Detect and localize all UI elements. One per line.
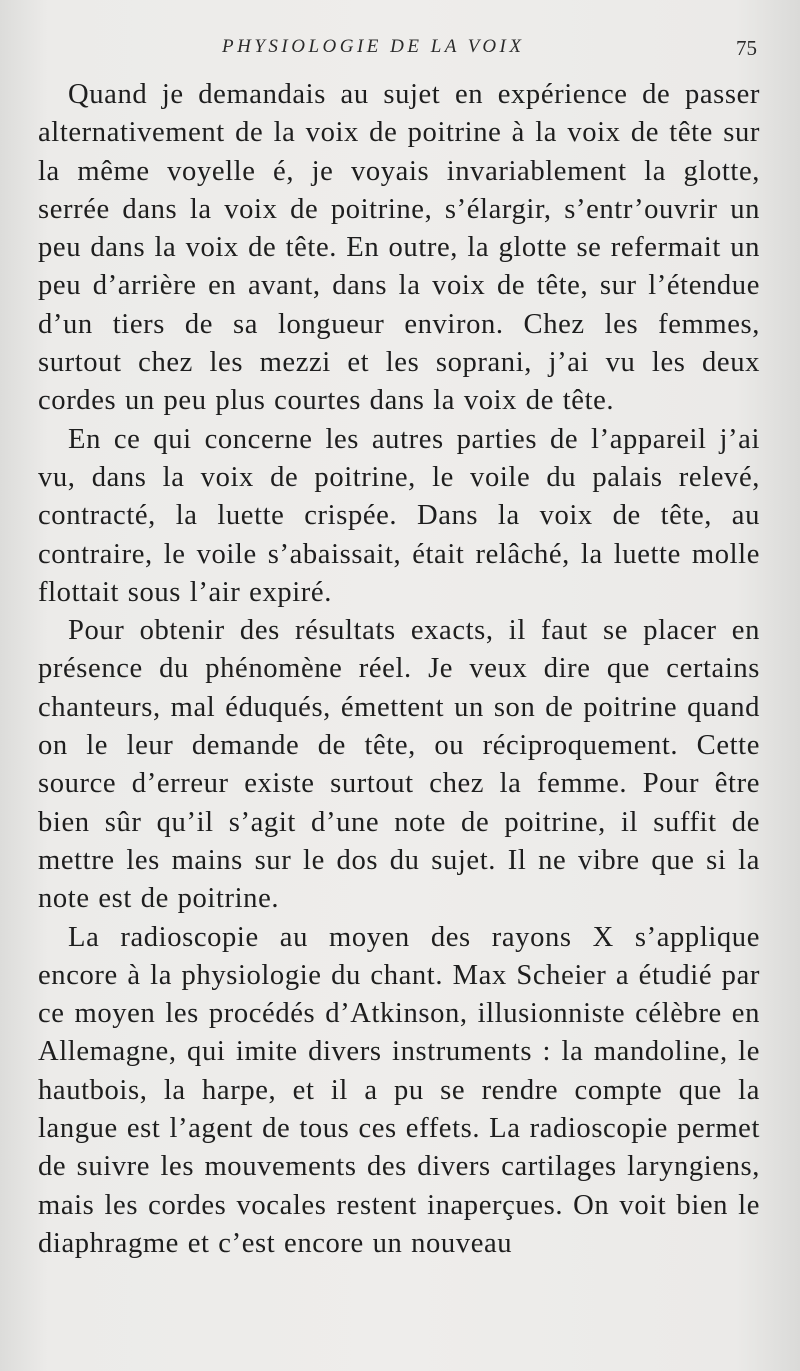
running-head <box>0 34 800 64</box>
page-number: 75 <box>736 36 757 60</box>
paragraph-1: Quand je demandais au sujet en expérience de passer alternativement de la voix de poitrine à la voix de tête sur la même voyelle é, je voyais invariablement la glotte, serrée dans la voix de poitrine, s’élargir, s’entr’ouvrir un peu dans la voix de tête. En outre, la glotte se refermait un peu d’arrière en avant, dans la voix de tête, sur l’étendue d’un tiers de sa longueur environ. Chez les femmes, surtout chez les mezzi et les soprani, j’ai vu les deux cordes un peu plus courtes dans la voix de tête. <box>38 79 760 417</box>
paragraph-4: La radioscopie au moyen des rayons X s’applique encore à la physiologie du chant. Max Scheier a étudié par ce moyen les procédés d’Atkinson, illusionniste célèbre en Allemagne, qui imite divers instruments : la mandoline, le hautbois, la harpe, et il a pu se rendre compte que la langue est l’agent de tous ces effets. La radioscopie permet de suivre les mouvements des divers cartilages laryngiens, mais les cordes vocales restent inaperçues. On voit bien le diaphragme et c’est encore un nouveau <box>38 921 760 1259</box>
paragraph-2: En ce qui concerne les autres parties de l’appareil j’ai vu, dans la voix de poitrine, le voile du palais relevé, contracté, la luette crispée. Dans la voix de tête, au contraire, le voile s’abaissait, était relâché, la luette molle flottait sous l’air expiré. <box>38 423 760 608</box>
paragraph-3: Pour obtenir des résultats exacts, il faut se placer en présence du phénomène réel. Je veux dire que certains chanteurs, mal éduqués, émettent un son de poitrine quand on le leur demande de tête, ou réciproquement. Cette source d’erreur existe surtout chez la femme. Pour être bien sûr qu’il s’agit d’une note de poitrine, il suffit de mettre les mains sur le dos du sujet. Il ne vibre que si la note est de poitrine. <box>38 615 760 915</box>
body-text <box>38 76 760 1263</box>
running-title: PHYSIOLOGIE DE LA VOIX <box>222 36 525 57</box>
